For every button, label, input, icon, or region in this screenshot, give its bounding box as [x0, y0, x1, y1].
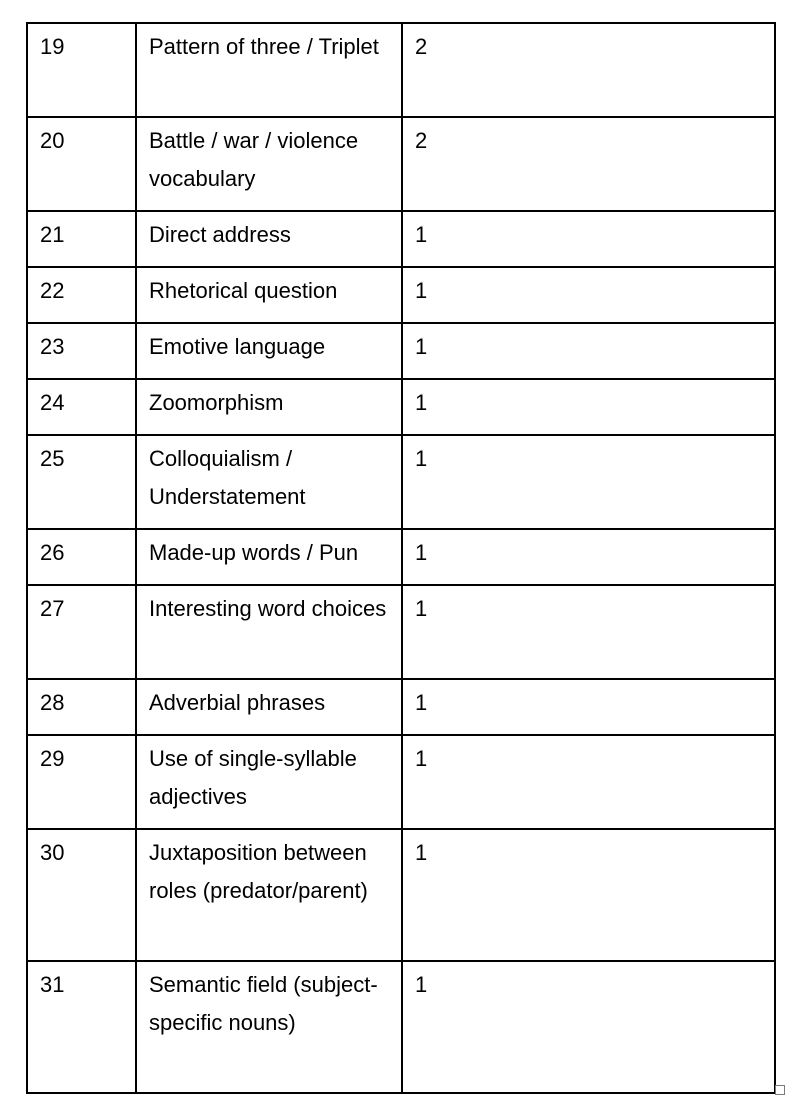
row-number-cell[interactable]: 25 — [27, 435, 136, 529]
count-cell[interactable]: 1 — [402, 379, 775, 435]
count-cell[interactable]: 1 — [402, 679, 775, 735]
row-number-cell[interactable]: 30 — [27, 829, 136, 961]
table-row — [27, 435, 775, 529]
feature-cell[interactable]: Adverbial phrases — [136, 679, 402, 735]
count-cell[interactable]: 2 — [402, 117, 775, 211]
feature-cell[interactable]: Rhetorical question — [136, 267, 402, 323]
count-cell[interactable]: 1 — [402, 961, 775, 1093]
table-row — [27, 735, 775, 829]
table-resize-handle[interactable] — [775, 1085, 785, 1095]
features-table — [26, 22, 776, 1094]
count-cell[interactable]: 2 — [402, 23, 775, 117]
table-row — [27, 961, 775, 1093]
feature-cell[interactable]: Use of single-syllable adjectives — [136, 735, 402, 829]
count-cell[interactable]: 1 — [402, 585, 775, 679]
table-row — [27, 23, 775, 117]
feature-cell[interactable]: Battle / war / violence vocabulary — [136, 117, 402, 211]
count-cell[interactable]: 1 — [402, 323, 775, 379]
row-number-cell[interactable]: 21 — [27, 211, 136, 267]
row-number-cell[interactable]: 27 — [27, 585, 136, 679]
feature-cell[interactable]: Semantic field (subject-specific nouns) — [136, 961, 402, 1093]
feature-cell[interactable]: Interesting word choices — [136, 585, 402, 679]
row-number-cell[interactable]: 22 — [27, 267, 136, 323]
table-row — [27, 267, 775, 323]
row-number-cell[interactable]: 29 — [27, 735, 136, 829]
row-number-cell[interactable]: 31 — [27, 961, 136, 1093]
feature-cell[interactable]: Emotive language — [136, 323, 402, 379]
row-number-cell[interactable]: 19 — [27, 23, 136, 117]
table-row — [27, 117, 775, 211]
count-cell[interactable]: 1 — [402, 829, 775, 961]
table-row — [27, 323, 775, 379]
feature-cell[interactable]: Pattern of three / Triplet — [136, 23, 402, 117]
table-row — [27, 585, 775, 679]
row-number-cell[interactable]: 24 — [27, 379, 136, 435]
row-number-cell[interactable]: 23 — [27, 323, 136, 379]
table-row — [27, 211, 775, 267]
row-number-cell[interactable]: 20 — [27, 117, 136, 211]
feature-cell[interactable]: Direct address — [136, 211, 402, 267]
table-row — [27, 679, 775, 735]
feature-cell[interactable]: Colloquialism / Understatement — [136, 435, 402, 529]
feature-cell[interactable]: Zoomorphism — [136, 379, 402, 435]
table-row — [27, 379, 775, 435]
count-cell[interactable]: 1 — [402, 529, 775, 585]
table-row — [27, 829, 775, 961]
count-cell[interactable]: 1 — [402, 735, 775, 829]
feature-cell[interactable]: Made-up words / Pun — [136, 529, 402, 585]
row-number-cell[interactable]: 26 — [27, 529, 136, 585]
table-row — [27, 529, 775, 585]
count-cell[interactable]: 1 — [402, 211, 775, 267]
count-cell[interactable]: 1 — [402, 267, 775, 323]
feature-cell[interactable]: Juxtaposition between roles (predator/parent) — [136, 829, 402, 961]
row-number-cell[interactable]: 28 — [27, 679, 136, 735]
count-cell[interactable]: 1 — [402, 435, 775, 529]
